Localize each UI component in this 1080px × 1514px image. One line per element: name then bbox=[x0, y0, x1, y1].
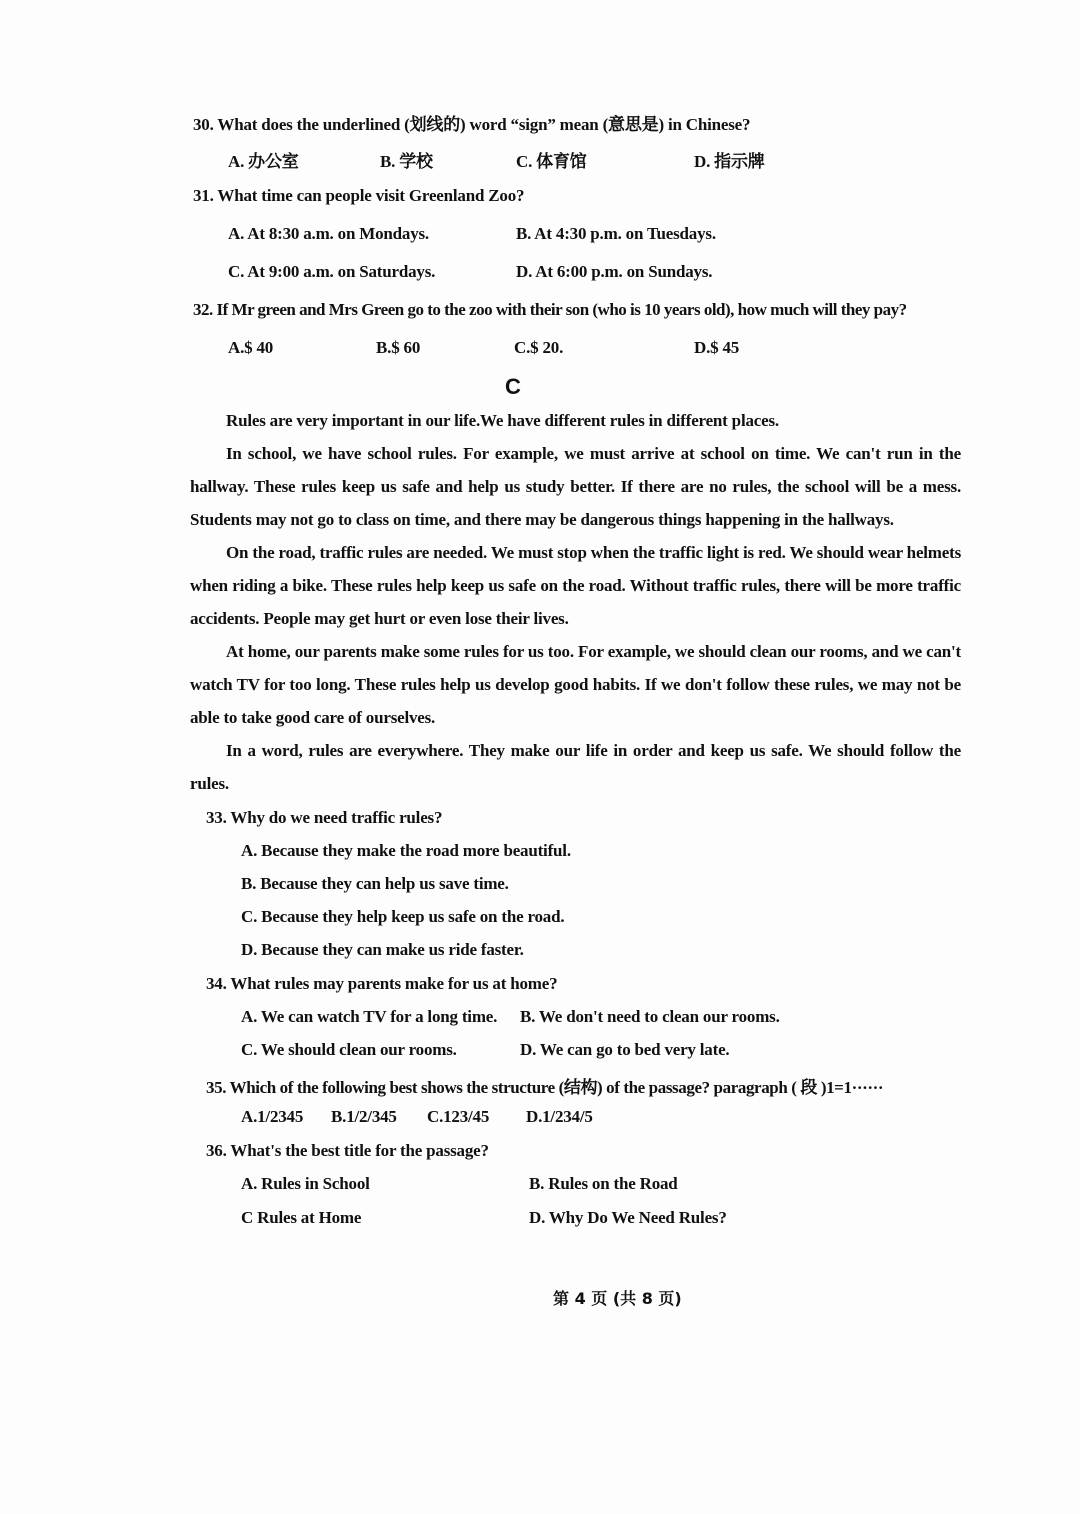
passage-paragraph-4: At home, our parents make some rules for us too. For example, we should clean our rooms, and we can't watch TV for too long. These rules help us develop good habits. If we don't follow these rules, we may not be able to take good care of ourselves. bbox=[190, 642, 961, 727]
q32-option-c: C.$ 20. bbox=[514, 338, 564, 357]
passage-paragraph-2: In school, we have school rules. For example, we must arrive at school on time. We can't run in the hallway. These rules keep us safe and help us study better. If there are no rules, the school will be a mess. Students may not go to class on time, and there may be dangerous things happening in the hallways. bbox=[190, 444, 961, 529]
q30-option-d: D. 指示牌 bbox=[694, 152, 765, 171]
passage-paragraph-5: In a word, rules are everywhere. They make our life in order and keep us safe. We should follow the rules. bbox=[190, 741, 961, 793]
question-35-stem: 35. Which of the following best shows the structure (结构) of the passage? paragraph ( 段 )1=1······ bbox=[206, 1078, 884, 1097]
question-36-stem: 36. What's the best title for the passage? bbox=[206, 1141, 489, 1160]
q34-option-d: D. We can go to bed very late. bbox=[520, 1040, 730, 1059]
q36-option-b: B. Rules on the Road bbox=[529, 1174, 678, 1193]
q31-option-a: A. At 8:30 a.m. on Mondays. bbox=[228, 224, 429, 243]
q33-option-a: A. Because they make the road more beautiful. bbox=[241, 841, 571, 860]
q36-option-c: C Rules at Home bbox=[241, 1208, 362, 1227]
q35-option-c: C.123/45 bbox=[427, 1107, 490, 1126]
q33-option-d: D. Because they can make us ride faster. bbox=[241, 940, 524, 959]
q36-option-a: A. Rules in School bbox=[241, 1174, 370, 1193]
q32-option-d: D.$ 45 bbox=[694, 338, 740, 357]
q34-option-b: B. We don't need to clean our rooms. bbox=[520, 1007, 780, 1026]
q33-option-b: B. Because they can help us save time. bbox=[241, 874, 509, 893]
q31-option-b: B. At 4:30 p.m. on Tuesdays. bbox=[516, 224, 716, 243]
q35-option-d: D.1/234/5 bbox=[526, 1107, 593, 1126]
q31-option-d: D. At 6:00 p.m. on Sundays. bbox=[516, 262, 713, 281]
question-31-stem: 31. What time can people visit Greenland Zoo? bbox=[193, 186, 525, 205]
question-34-stem: 34. What rules may parents make for us at home? bbox=[206, 974, 558, 993]
q32-option-a: A.$ 40 bbox=[228, 338, 274, 357]
q35-option-a: A.1/2345 bbox=[241, 1107, 304, 1126]
page-number-footer: 第 4 页 (共 8 页) bbox=[553, 1289, 682, 1308]
question-30-stem: 30. What does the underlined (划线的) word “sign” mean (意思是) in Chinese? bbox=[193, 115, 751, 134]
passage-paragraph-3: On the road, traffic rules are needed. We must stop when the traffic light is red. We should wear helmets when riding a bike. These rules help keep us safe on the road. Without traffic rules, there will be more traffic accidents. People may get hurt or even lose their lives. bbox=[190, 543, 961, 628]
q36-option-d: D. Why Do We Need Rules? bbox=[529, 1208, 727, 1227]
q30-option-a: A. 办公室 bbox=[228, 152, 299, 171]
q34-option-a: A. We can watch TV for a long time. bbox=[241, 1007, 498, 1026]
section-c-heading: C bbox=[505, 374, 521, 399]
question-32-stem: 32. If Mr green and Mrs Green go to the zoo with their son (who is 10 years old), how much will they pay? bbox=[193, 300, 907, 319]
q33-option-c: C. Because they help keep us safe on the road. bbox=[241, 907, 565, 926]
passage-paragraph-1: Rules are very important in our life.We have different rules in different places. bbox=[226, 411, 779, 430]
q35-option-b: B.1/2/345 bbox=[331, 1107, 397, 1126]
q31-option-c: C. At 9:00 a.m. on Saturdays. bbox=[228, 262, 436, 281]
question-33-stem: 33. Why do we need traffic rules? bbox=[206, 808, 443, 827]
q30-option-b: B. 学校 bbox=[380, 152, 433, 171]
q30-option-c: C. 体育馆 bbox=[516, 152, 587, 171]
q34-option-c: C. We should clean our rooms. bbox=[241, 1040, 457, 1059]
q32-option-b: B.$ 60 bbox=[376, 338, 421, 357]
